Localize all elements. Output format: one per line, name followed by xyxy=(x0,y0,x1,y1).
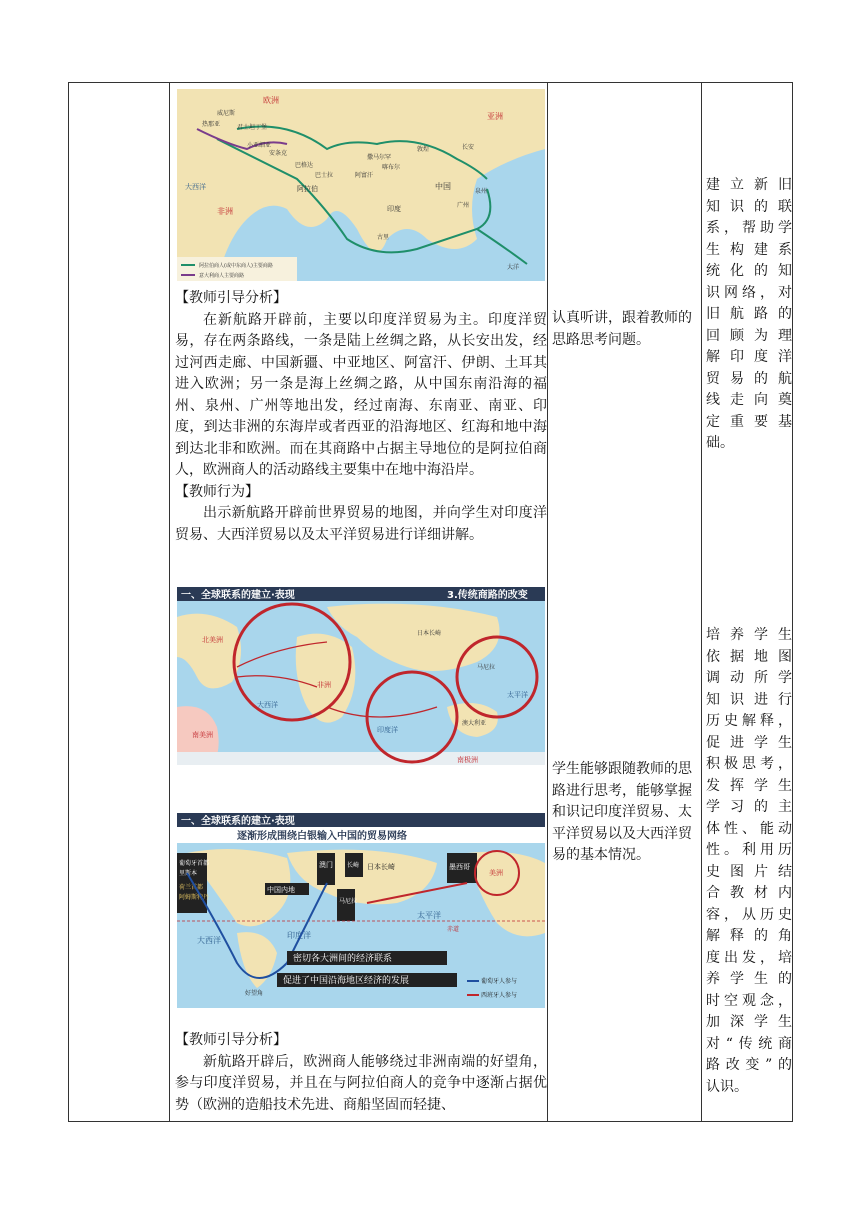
column-divider-3 xyxy=(701,83,702,1121)
map1-label-atlantic: 大西洋 xyxy=(185,183,206,191)
design-intent-line: 统化的知 xyxy=(706,263,792,279)
design-intent-2 xyxy=(706,625,792,1098)
design-intent-line: 养学生的 xyxy=(706,971,792,987)
analysis-section-2 xyxy=(175,1030,547,1116)
map2-label-africa: 非洲 xyxy=(317,681,331,689)
map2-label-atlantic: 大西洋 xyxy=(257,701,278,709)
design-intent-line: 时空观念， xyxy=(706,992,792,1009)
trade-change-map xyxy=(177,587,545,765)
map3-label-manila: 马尼拉 xyxy=(339,898,358,905)
design-intent-line: 回顾为理 xyxy=(706,327,792,344)
map3-label-mexico: 墨西哥 xyxy=(449,863,470,871)
map1-label-constantinople: 君士坦丁堡 xyxy=(237,124,268,131)
design-intent-line: 识网络，对 xyxy=(706,284,792,301)
map3-caption-1: 密切各大洲间的经济联系 xyxy=(293,954,393,964)
map3-label-nagasaki: 日本长崎 xyxy=(367,863,395,871)
design-intent-line: 定重要基 xyxy=(706,413,792,430)
map3-label-americas: 美洲 xyxy=(489,869,503,877)
map1-label-europe: 欧洲 xyxy=(263,96,279,105)
analysis-section-1 xyxy=(175,288,547,546)
design-intent-line: 学习的主 xyxy=(706,799,792,815)
map2-banner-right: 3.传统商路的改变 xyxy=(447,590,528,601)
map2-label-indian-ocean: 印度洋 xyxy=(377,726,398,734)
design-intent-line: 解释的角 xyxy=(706,928,792,944)
map2-label-antarctica: 南极洲 xyxy=(457,756,478,764)
map1-label-asia-minor: 小亚细亚 xyxy=(247,142,272,149)
design-intent-line: 知识进行 xyxy=(706,691,792,708)
design-intent-line: 合教材内 xyxy=(706,885,792,901)
design-intent-line: 系，帮助学 xyxy=(706,220,792,236)
column-divider-1 xyxy=(169,83,170,1121)
map1-label-calicut: 古里 xyxy=(377,234,390,241)
map3-label-macau: 澳门 xyxy=(319,861,333,869)
map1-label-baghdad: 巴格达 xyxy=(295,162,314,169)
design-intent-1 xyxy=(706,175,792,455)
student-activity-1: 认真听讲，跟着教师的思路思考问题。 xyxy=(552,310,692,348)
design-intent-line: 体性、能动 xyxy=(706,820,792,837)
map1-label-venice: 威尼斯 xyxy=(217,110,236,117)
paragraph-teacher-behavior: 出示新航路开辟前世界贸易的地图，并向学生对印度洋贸易、大西洋贸易以及太平洋贸易进行详细讲解。 xyxy=(175,505,547,543)
design-intent-line: 础。 xyxy=(706,435,734,451)
design-intent-line: 生构建系 xyxy=(706,241,792,258)
design-intent-line: 史图片结 xyxy=(706,863,792,880)
design-intent-line: 容，从历史 xyxy=(706,906,792,923)
paragraph-before-new-routes: 在新航路开辟前，主要以印度洋贸易为主。印度洋贸易，存在两条路线，一条是陆上丝绸之路，从长安出发，经过河西走廊、中国新疆、中亚地区、阿富汗、伊朗、土耳其进入欧洲；另一条是海上丝绸之路，从中国东南沿海的福州、泉州、广州等地出发，经过南海、东南亚、南亚、印度，到达非洲的东海岸或者西亚的沿海地区、红海和地中海到达北非和欧洲。而在其商路中占据主导地位的是阿拉伯商人，欧洲商人的活动路线主要集中在地中海沿岸。 xyxy=(175,311,547,478)
silver-trade-map-graphic xyxy=(177,813,545,1008)
map1-label-samarkand: 撒马尔罕 xyxy=(367,154,392,161)
map1-label-basra: 巴士拉 xyxy=(315,172,334,179)
map2-label-pacific: 太平洋 xyxy=(507,691,528,699)
map2-label-manila: 马尼拉 xyxy=(477,664,496,671)
map3-label-china-inland: 中国内地 xyxy=(267,886,295,894)
design-intent-line: 历史解释， xyxy=(706,713,792,729)
map1-legend-italian: 意大利商人主要商路 xyxy=(199,273,245,279)
map3-label-cape-good-hope: 好望角 xyxy=(245,990,264,997)
map1-label-asia: 亚洲 xyxy=(487,112,503,121)
paragraph-after-new-routes: 新航路开辟后，欧洲商人能够绕过非洲南端的好望角，参与印度洋贸易，并且在与阿拉伯商人的竞争中逐渐占据优势（欧洲的造船技术先进、商船坚固而轻捷、 xyxy=(175,1053,547,1113)
map2-label-north-america: 北美洲 xyxy=(202,636,223,644)
map3-subtitle: 逐渐形成围绕白银输入中国的贸易网络 xyxy=(237,831,407,842)
map3-label-nagasaki-short: 长崎 xyxy=(347,862,360,869)
map1-label-changan: 长安 xyxy=(462,144,475,151)
design-intent-line: 知识的联 xyxy=(706,198,792,215)
map1-label-africa: 非洲 xyxy=(217,207,233,216)
design-intent-line: 贸易的航 xyxy=(706,370,792,387)
map3-label-indian-ocean: 印度洋 xyxy=(287,931,311,940)
map2-label-south-america: 南美洲 xyxy=(192,731,213,739)
map3-label-lisbon: 里斯本 xyxy=(179,870,198,877)
design-intent-line: 解印度洋 xyxy=(706,349,792,365)
design-intent-line: 促进学生 xyxy=(706,734,792,751)
map1-label-oceania: 大洋 xyxy=(507,264,520,271)
map1-label-dunhuang: 敦煌 xyxy=(417,146,430,153)
student-activity-2: 学生能够跟随教师的思路进行思考，能够掌握和识记印度洋贸易、太平洋贸易以及大西洋贸易的基本情况。 xyxy=(552,761,692,863)
map1-legend-arab: 阿拉伯商人(或中东商人)主要商路 xyxy=(199,263,273,269)
design-intent-line: 发挥学生 xyxy=(706,777,792,794)
map1-label-guangzhou: 广州 xyxy=(457,202,470,209)
map3-label-dutch-capital: 荷兰首都 xyxy=(179,884,204,891)
design-intent-line: 加深学生 xyxy=(706,1014,792,1030)
design-intent-line: 度出发，培 xyxy=(706,949,792,966)
design-intent-line: 认识。 xyxy=(706,1078,748,1095)
design-intent-line: 建立新旧 xyxy=(706,177,792,193)
heading-teacher-analysis-2: 【教师引导分析】 xyxy=(175,1032,287,1048)
design-intent-line: 培养学生 xyxy=(706,627,792,643)
map3-label-atlantic: 大西洋 xyxy=(197,936,221,945)
map3-label-portugal-capital: 葡萄牙首都 xyxy=(179,860,210,867)
design-intent-line: 路改变”的 xyxy=(706,1057,792,1073)
map3-caption-2: 促进了中国沿海地区经济的发展 xyxy=(283,976,410,986)
design-intent-line: 依据地图 xyxy=(706,648,792,665)
map1-label-india: 印度 xyxy=(387,205,401,213)
design-intent-line: 性。利用历 xyxy=(706,842,792,858)
map1-label-afghanistan: 阿富汗 xyxy=(355,172,374,179)
map1-label-arabia: 阿拉伯 xyxy=(297,185,318,193)
map1-label-quanzhou: 泉州 xyxy=(475,188,488,195)
heading-teacher-behavior: 【教师行为】 xyxy=(175,483,259,500)
map2-label-nagasaki: 日本长崎 xyxy=(417,630,442,637)
map1-label-antioch: 安条克 xyxy=(269,150,288,157)
map2-label-australia: 澳大利亚 xyxy=(462,720,487,727)
design-intent-line: 旧航路的 xyxy=(706,306,792,322)
map3-legend-portuguese: 葡萄牙人参与 xyxy=(481,978,518,985)
map3-label-pacific: 太平洋 xyxy=(417,911,441,920)
heading-teacher-analysis-1: 【教师引导分析】 xyxy=(175,290,287,306)
map1-label-genoa: 热那亚 xyxy=(202,121,221,128)
design-intent-line: 对“传统商 xyxy=(706,1035,792,1052)
lesson-table xyxy=(68,82,793,1122)
map3-legend-spanish: 西班牙人参与 xyxy=(481,992,518,999)
map1-label-china: 中国 xyxy=(435,182,451,191)
silk-road-map xyxy=(177,89,545,281)
map3-banner: 一、全球联系的建立·表现 xyxy=(181,816,295,827)
design-intent-line: 积极思考， xyxy=(706,756,792,772)
silver-trade-map xyxy=(177,813,545,1008)
map2-banner-left: 一、全球联系的建立·表现 xyxy=(181,590,295,601)
trade-change-map-graphic xyxy=(177,587,545,765)
map1-label-kabul: 喀布尔 xyxy=(382,164,401,171)
map3-label-amsterdam: 阿姆斯特丹 xyxy=(179,894,210,901)
design-intent-line: 调动所学 xyxy=(706,670,792,686)
map3-label-equator: 赤道 xyxy=(447,926,460,933)
silk-road-map-graphic xyxy=(177,89,545,281)
design-intent-line: 线走向奠 xyxy=(706,392,792,408)
column-divider-2 xyxy=(547,83,548,1121)
